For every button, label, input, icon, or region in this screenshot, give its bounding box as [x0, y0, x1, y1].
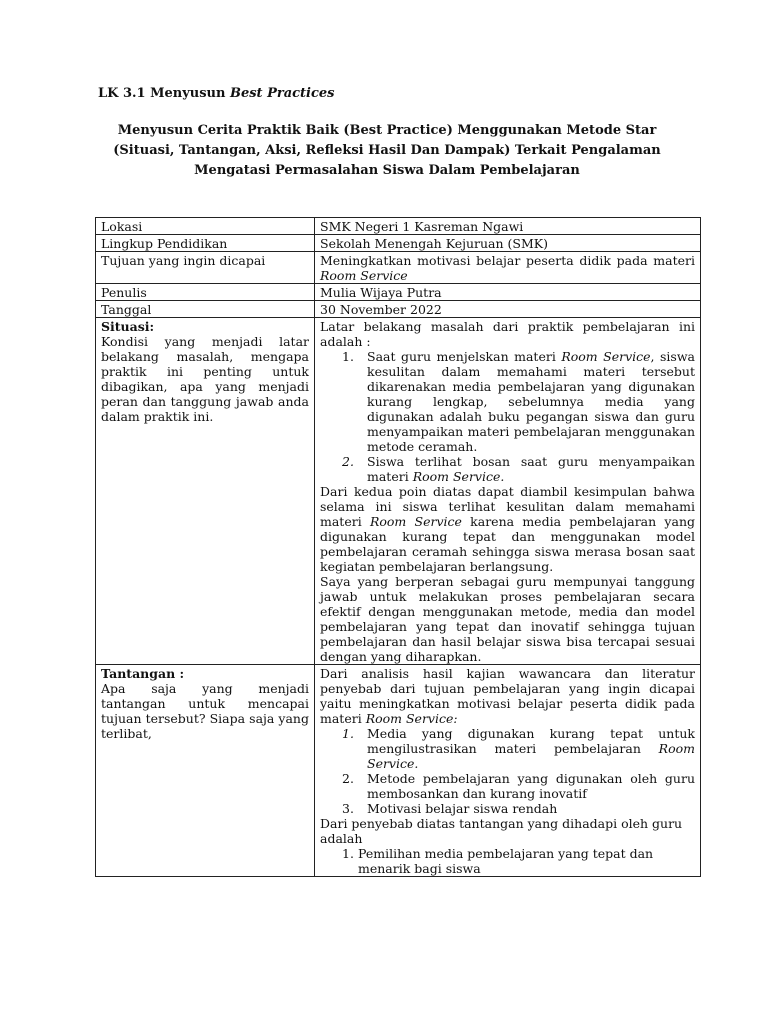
label-lokasi: Lokasi	[96, 218, 315, 235]
situasi-title: Situasi:	[101, 319, 155, 334]
worksheet-label-italic: Best Practices	[229, 86, 335, 101]
worksheet-label-prefix: LK 3.1 Menyusun	[98, 86, 226, 101]
label-penulis: Penulis	[96, 284, 315, 301]
table-row-tujuan	[96, 252, 701, 284]
paragraph-italic: Room Service	[369, 514, 462, 529]
document-heading: Menyusun Cerita Praktik Baik (Best Practice) Menggunakan Metode Star (Situasi, Tantangan, Aksi, Refleksi Hasil Dan Dampak) Terkait Pengalaman Mengatasi Permasalahan Siswa Dalam Pembelajaran	[113, 123, 661, 178]
worksheet-label	[98, 86, 335, 101]
list-italic: Room Service	[561, 349, 651, 364]
list-text: Pemilihan media pembelajaran yang tepat dan menarik bagi siswa	[358, 846, 654, 876]
tantangan-sub-list	[320, 846, 695, 876]
tantangan-desc: Apa saja yang menjadi tantangan untuk mencapai tujuan tersebut? Siapa saja yang terlibat,	[101, 681, 309, 741]
value-lokasi: SMK Negeri 1 Kasreman Ngawi	[315, 218, 701, 235]
list-item	[320, 726, 695, 771]
table-row-tantangan	[96, 665, 701, 877]
situasi-paragraph-2: Saya yang berperan sebagai guru mempunyai tanggung jawab untuk melakukan proses pembelajaran secara efektif dengan menggunakan metode, media dan model pembelajaran yang tepat dan inovatif sehingga tujuan pembelajaran dan hasil belajar siswa bisa tercapai sesuai dengan yang diharapkan.	[320, 574, 695, 664]
list-text: Metode pembelajaran yang digunakan oleh guru membosankan dan kurang inovatif	[367, 771, 695, 801]
list-number: 1.	[342, 846, 354, 861]
tujuan-italic: Room Service	[320, 268, 408, 283]
value-tanggal: 30 November 2022	[315, 301, 701, 318]
situasi-list	[320, 349, 695, 484]
list-item	[320, 454, 695, 484]
list-number: 2.	[342, 454, 354, 469]
list-number: 1.	[342, 349, 354, 364]
list-number: 1.	[342, 726, 354, 741]
label-tujuan: Tujuan yang ingin dicapai	[96, 252, 315, 284]
list-italic: Room Service.	[367, 741, 695, 771]
paragraph-italic: Room Service:	[365, 711, 458, 726]
list-number: 2.	[342, 771, 354, 786]
list-text: Saat guru menjelskan materi	[367, 349, 556, 364]
tantangan-paragraph: Dari penyebab diatas tantangan yang dihadapi oleh guru adalah	[320, 816, 683, 846]
table-row-tanggal	[96, 301, 701, 318]
tantangan-intro	[320, 666, 695, 726]
list-text: Motivasi belajar siswa rendah	[367, 801, 558, 816]
list-item	[320, 846, 695, 876]
list-italic: Room Service.	[412, 469, 505, 484]
list-item	[320, 801, 695, 816]
value-lingkup: Sekolah Menengah Kejuruan (SMK)	[315, 235, 701, 252]
tantangan-list	[320, 726, 695, 816]
list-text-post: , siswa kesulitan dalam memahami materi tersebut dikarenakan media pembelajaran yang digunakan kurang lengkap, sebelumnya media yang digunakan adalah buku pegangan siswa dan guru menyampaikan materi pembelajaran menggunakan metode ceramah.	[367, 349, 695, 454]
table-row-situasi	[96, 318, 701, 665]
label-lingkup: Lingkup Pendidikan	[96, 235, 315, 252]
tujuan-text: Meningkatkan motivasi belajar peserta didik pada materi	[320, 253, 695, 268]
label-tanggal: Tanggal	[96, 301, 315, 318]
table-row-lokasi	[96, 218, 701, 235]
value-penulis: Mulia Wijaya Putra	[315, 284, 701, 301]
list-text: Media yang digunakan kurang tepat untuk mengilustrasikan materi pembelajaran	[367, 726, 695, 756]
paragraph-text: Dari kedua poin diatas dapat diambil kesimpulan bahwa selama ini siswa terlihat kesulitan dalam memahami materi	[320, 484, 695, 529]
list-text: Siswa terlihat bosan saat guru menyampaikan materi	[367, 454, 695, 484]
situasi-paragraph-1	[320, 484, 695, 574]
list-number: 3.	[342, 801, 354, 816]
paragraph-text: Dari analisis hasil kajian wawancara dan literatur penyebab dari tujuan pembelajaran yang ingin dicapai yaitu meningkatkan motivasi belajar peserta didik pada materi	[320, 666, 695, 726]
paragraph-text-post: karena media pembelajaran yang digunakan kurang tepat dan menggunakan model pembelajaran ceramah sehingga siswa merasa bosan saat kegiatan pembelajaran berlangsung.	[320, 514, 695, 574]
value-situasi	[315, 318, 701, 665]
list-item	[320, 771, 695, 801]
table-row-lingkup	[96, 235, 701, 252]
situasi-desc: Kondisi yang menjadi latar belakang masalah, mengapa praktik ini penting untuk dibagikan, apa yang menjadi peran dan tanggung jawab anda dalam praktik ini.	[101, 334, 309, 424]
label-tantangan	[96, 665, 315, 877]
value-tantangan	[315, 665, 701, 877]
best-practice-table	[95, 217, 701, 877]
label-situasi	[96, 318, 315, 665]
tantangan-title: Tantangan :	[101, 666, 185, 681]
list-item	[320, 349, 695, 454]
value-tujuan	[315, 252, 701, 284]
situasi-intro: Latar belakang masalah dari praktik pembelajaran ini adalah :	[320, 319, 695, 349]
table-row-penulis	[96, 284, 701, 301]
